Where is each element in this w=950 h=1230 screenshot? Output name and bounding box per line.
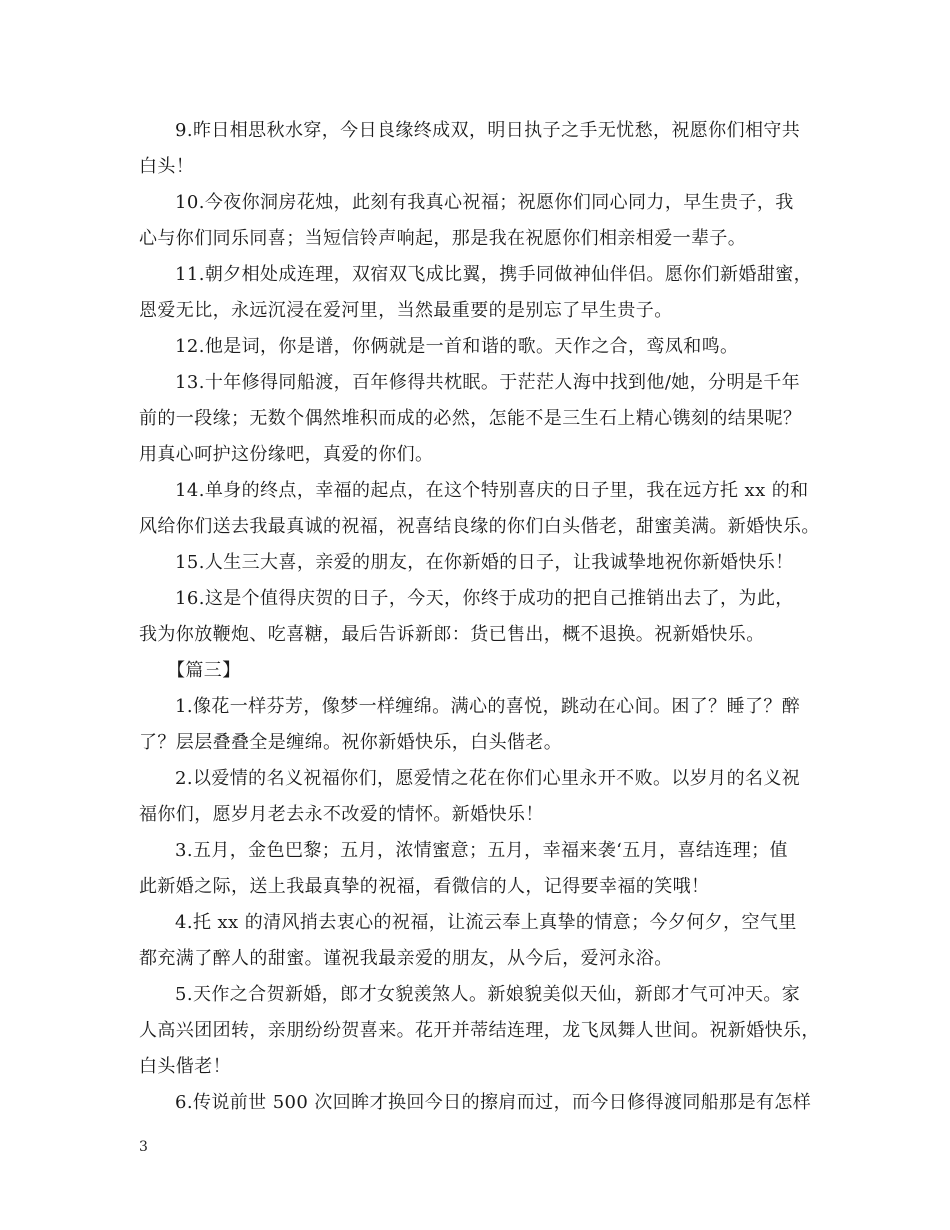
text-line: 13.十年修得同船渡，百年修得共枕眠。于茫茫人海中找到他/她，分明是千年 bbox=[175, 372, 801, 393]
text-line: 白头！ bbox=[139, 156, 195, 177]
text-line: 11.朝夕相处成连理，双宿双飞成比翼，携手同做神仙伴侣。愿你们新婚甜蜜， bbox=[175, 264, 813, 285]
text-line: 1.像花一样芬芳，像梦一样缠绵。满心的喜悦，跳动在心间。困了？睡了？醉 bbox=[175, 696, 801, 717]
text-line: 此新婚之际，送上我最真挚的祝福，看微信的人，记得要幸福的笑哦！ bbox=[139, 876, 710, 897]
text-line: 前的一段缘；无数个偶然堆积而成的必然，怎能不是三生石上精心镌刻的结果呢？ bbox=[139, 408, 802, 429]
text-line: 3.五月，金色巴黎；五月，浓情蜜意；五月，幸福来袭‘五月，喜结连理；值 bbox=[175, 840, 788, 861]
text-line: 人高兴团团转，亲朋纷纷贺喜来。花开并蒂结连理，龙飞凤舞人世间。祝新婚快乐， bbox=[139, 1020, 820, 1041]
text-line: 恩爱无比，永远沉浸在爱河里，当然最重要的是别忘了早生贵子。 bbox=[139, 300, 673, 321]
text-line: 用真心呵护这份缘吧，真爱的你们。 bbox=[139, 444, 434, 465]
text-line: 15.人生三大喜，亲爱的朋友，在你新婚的日子，让我诚挚地祝你新婚快乐！ bbox=[175, 552, 794, 573]
text-line: 了？层层叠叠全是缠绵。祝你新婚快乐，白头偕老。 bbox=[139, 732, 563, 753]
text-line: 10.今夜你洞房花烛，此刻有我真心祝福；祝愿你们同心同力，早生贵子，我 bbox=[175, 192, 794, 213]
text-line: 6.传说前世 500 次回眸才换回今日的擦肩而过，而今日修得渡同船那是有怎样 bbox=[175, 1092, 812, 1113]
section-heading: 【篇三】 bbox=[167, 660, 241, 681]
text-line: 都充满了醉人的甜蜜。谨祝我最亲爱的朋友，从今后，爱河永浴。 bbox=[139, 948, 673, 969]
text-line: 12.他是词，你是谱，你俩就是一首和谐的歌。天作之合，鸾凤和鸣。 bbox=[175, 336, 739, 357]
text-line: 心与你们同乐同喜；当短信铃声响起，那是我在祝愿你们相亲相爱一辈子。 bbox=[139, 228, 747, 249]
text-line: 5.天作之合贺新婚，郎才女貌羡煞人。新娘貌美似天仙，新郎才气可冲天。家 bbox=[175, 984, 801, 1005]
text-line: 16.这是个值得庆贺的日子，今天，你终于成功的把自己推销出去了，为此， bbox=[175, 588, 794, 609]
text-line: 福你们，愿岁月老去永不改爱的情怀。新婚快乐！ bbox=[139, 804, 544, 825]
text-line: 我为你放鞭炮、吃喜糖，最后告诉新郎：货已售出，概不退换。祝新婚快乐。 bbox=[139, 624, 765, 645]
text-line: 14.单身的终点，幸福的起点，在这个特别喜庆的日子里，我在远方托 xx 的和 bbox=[175, 480, 809, 501]
text-line: 4.托 xx 的清风捎去衷心的祝福，让流云奉上真挚的情意；今夕何夕，空气里 bbox=[175, 912, 797, 933]
text-line: 风给你们送去我最真诚的祝福，祝喜结良缘的你们白头偕老，甜蜜美满。新婚快乐。 bbox=[139, 516, 820, 537]
text-line: 白头偕老！ bbox=[139, 1056, 231, 1077]
text-line: 9.昨日相思秋水穿，今日良缘终成双，明日执子之手无忧愁，祝愿你们相守共 bbox=[175, 120, 801, 141]
text-line: 2.以爱情的名义祝福你们，愿爱情之花在你们心里永开不败。以岁月的名义祝 bbox=[175, 768, 801, 789]
page-number: 3 bbox=[139, 1139, 148, 1155]
document-body bbox=[139, 113, 829, 1121]
